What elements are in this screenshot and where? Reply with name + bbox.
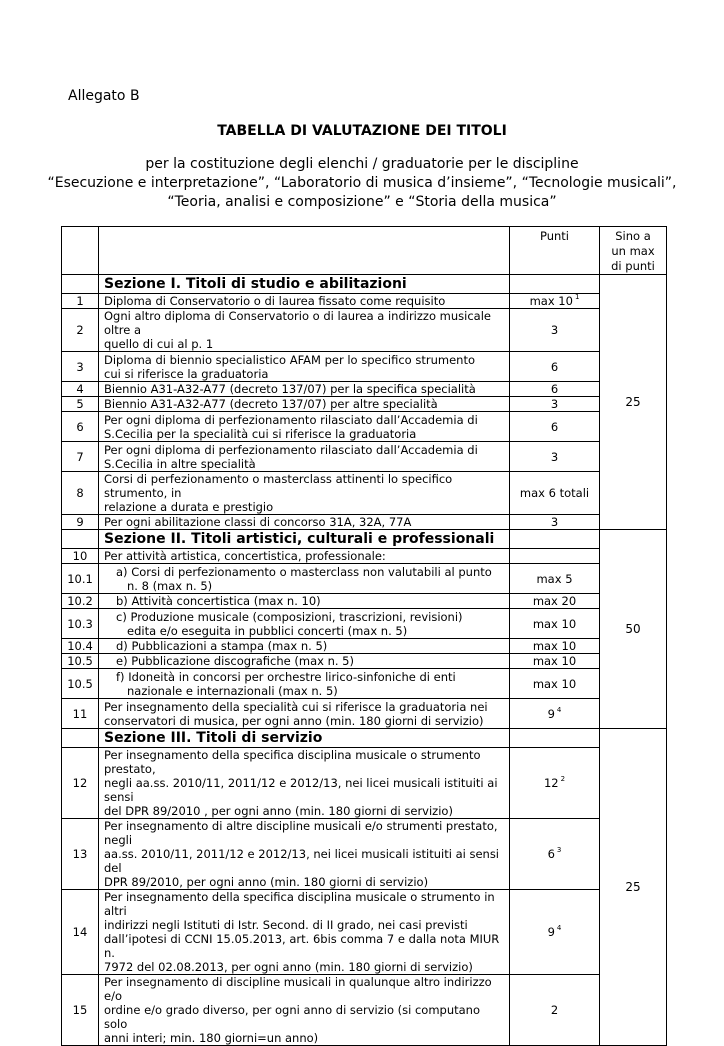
row-description-line: e) Pubblicazione discografiche (max n. 5) <box>116 654 354 668</box>
row-description-line: n. 8 (max n. 5) <box>127 578 213 593</box>
section-pts-cell <box>510 729 600 748</box>
row-description <box>99 748 510 819</box>
row-description <box>99 975 510 1046</box>
footnote-ref: 1 <box>574 293 580 301</box>
row-description-line: dall’ipotesi di CCNI 15.05.2013, art. 6bis comma 7 e dalla nota MIUR n. <box>104 932 500 960</box>
row-description <box>99 352 510 382</box>
table-row <box>62 352 667 382</box>
row-points-value: max 10 <box>532 676 577 691</box>
row-description-line: Per attività artistica, concertistica, professionale: <box>104 549 386 563</box>
row-description-line: edita e/o eseguita in pubblici concerti (max n. 5) <box>127 623 408 638</box>
table-row <box>62 594 667 609</box>
section-title: Sezione I. Titoli di studio e abilitazioni <box>99 275 510 294</box>
row-number: 6 <box>62 412 99 442</box>
row-description-line: S.Cecilia in altre specialità <box>104 456 256 471</box>
row-description-line: Per insegnamento della specialità cui si riferisce la graduatoria nei <box>104 699 488 714</box>
row-description <box>99 890 510 975</box>
row-number: 10.1 <box>62 564 99 594</box>
row-points-value: 9 <box>547 925 555 939</box>
row-points-value: 6 <box>547 847 555 861</box>
row-description-line: quello di cui al p. 1 <box>104 337 214 351</box>
row-description-line: Ogni altro diploma di Conservatorio o di laurea a indirizzo musicale oltre a <box>104 309 491 337</box>
subtitle-line: per la costituzione degli elenchi / graduatorie per le discipline <box>145 156 579 172</box>
row-description <box>99 609 510 639</box>
row-description <box>99 397 510 412</box>
footnote-ref: 4 <box>556 924 562 932</box>
row-description <box>99 819 510 890</box>
row-points <box>510 654 600 669</box>
subtitle-line: “Teoria, analisi e composizione” e “Storia della musica” <box>167 194 557 210</box>
row-points <box>510 515 600 530</box>
subtitle-line: “Esecuzione e interpretazione”, “Laboratorio di musica d’insieme”, “Tecnologie musicali”, <box>47 175 677 191</box>
row-points-value: max 5 <box>536 571 573 586</box>
table-row <box>62 549 667 564</box>
section-header-row <box>62 530 667 549</box>
row-description-line: del DPR 89/2010 , per ogni anno (min. 180 giorni di servizio) <box>104 804 453 818</box>
row-number: 11 <box>62 699 99 729</box>
row-description-line: b) Attività concertistica (max n. 10) <box>116 594 321 608</box>
row-points-value: 3 <box>550 397 559 411</box>
row-points <box>510 669 600 699</box>
row-points <box>510 472 600 515</box>
row-description <box>99 472 510 515</box>
row-points <box>510 309 600 352</box>
document-subtitle <box>0 155 724 212</box>
row-points-value: 12 <box>543 776 559 790</box>
section-title: Sezione II. Titoli artistici, culturali e professionali <box>99 530 510 549</box>
table-row <box>62 819 667 890</box>
row-points <box>510 564 600 594</box>
row-points <box>510 397 600 412</box>
row-points <box>510 819 600 890</box>
row-points-value: max 6 totali <box>519 486 590 500</box>
row-number: 14 <box>62 890 99 975</box>
row-description <box>99 412 510 442</box>
row-description-line: negli aa.ss. 2010/11, 2011/12 e 2012/13, nei licei musicali istituiti ai sensi <box>104 776 498 804</box>
header-max-line: di punti <box>611 259 655 273</box>
row-description-line: d) Pubblicazioni a stampa (max n. 5) <box>116 639 328 653</box>
row-number: 7 <box>62 442 99 472</box>
row-points-value: max 10 <box>532 639 577 653</box>
row-points <box>510 412 600 442</box>
section-max-points: 25 <box>600 729 667 1046</box>
row-description-line: S.Cecilia per la specialità cui si riferisce la graduatoria <box>104 426 417 441</box>
row-description-line: Per insegnamento di discipline musicali in qualunque altro indirizzo e/o <box>104 975 492 1003</box>
row-points-value: max 10 <box>532 616 577 631</box>
header-max-points <box>600 227 667 275</box>
row-description-line: Diploma di Conservatorio o di laurea fissato come requisito <box>104 294 446 308</box>
row-description-line: Biennio A31-A32-A77 (decreto 137/07) per altre specialità <box>104 397 438 411</box>
footnote-ref: 3 <box>556 846 562 854</box>
row-number: 5 <box>62 397 99 412</box>
row-number: 10 <box>62 549 99 564</box>
row-points <box>510 382 600 397</box>
table-row <box>62 669 667 699</box>
row-number: 3 <box>62 352 99 382</box>
row-points <box>510 294 600 309</box>
footnote-ref: 2 <box>560 775 566 783</box>
row-description <box>99 309 510 352</box>
evaluation-table <box>61 226 667 1046</box>
row-points-value: 3 <box>550 449 559 464</box>
row-description <box>99 699 510 729</box>
row-description-line: Corsi di perfezionamento o masterclass attinenti lo specifico strumento, in <box>104 472 453 500</box>
row-description-line: DPR 89/2010, per ogni anno (min. 180 giorni di servizio) <box>104 875 429 889</box>
row-description-line: c) Produzione musicale (composizioni, trascrizioni, revisioni) <box>116 609 463 624</box>
row-number: 10.5 <box>62 654 99 669</box>
table-row <box>62 890 667 975</box>
header-desc-cell <box>99 227 510 275</box>
row-description-line: f) Idoneità in concorsi per orchestre lirico-sinfoniche di enti <box>116 669 456 684</box>
row-number: 10.2 <box>62 594 99 609</box>
row-description-line: indirizzi negli Istituti di Istr. Second. di II grado, nei casi previsti <box>104 918 468 932</box>
table-row <box>62 639 667 654</box>
row-number: 10.3 <box>62 609 99 639</box>
table-row <box>62 442 667 472</box>
table-row <box>62 472 667 515</box>
table-header-row <box>62 227 667 275</box>
row-description <box>99 382 510 397</box>
annex-label: Allegato B <box>68 88 140 104</box>
row-points <box>510 639 600 654</box>
table-row <box>62 309 667 352</box>
section-num-cell <box>62 275 99 294</box>
row-description-line: nazionale e internazionali (max n. 5) <box>127 683 338 698</box>
header-max-line: Sino a <box>615 229 651 243</box>
row-number: 13 <box>62 819 99 890</box>
row-number: 10.4 <box>62 639 99 654</box>
section-num-cell <box>62 729 99 748</box>
row-number: 4 <box>62 382 99 397</box>
row-description-line: Per insegnamento della specifica disciplina musicale o strumento in altri <box>104 890 495 918</box>
row-description-line: Diploma di biennio specialistico AFAM per lo specifico strumento <box>104 352 475 367</box>
table-row <box>62 397 667 412</box>
section-num-cell <box>62 530 99 549</box>
row-number: 10.5 <box>62 669 99 699</box>
row-description-line: Per ogni diploma di perfezionamento rilasciato dall’Accademia di <box>104 442 478 457</box>
row-points-value: 3 <box>550 323 559 337</box>
footnote-ref: 4 <box>556 705 562 714</box>
row-points <box>510 594 600 609</box>
row-points-value: 6 <box>550 419 559 434</box>
row-points-value: 2 <box>550 1003 559 1017</box>
row-description-line: aa.ss. 2010/11, 2011/12 e 2012/13, nei licei musicali istituiti ai sensi del <box>104 847 500 875</box>
row-description-line: a) Corsi di perfezionamento o masterclass non valutabili al punto <box>116 564 492 579</box>
row-points-value: 6 <box>550 359 559 374</box>
row-points <box>510 352 600 382</box>
table-row <box>62 748 667 819</box>
section-max-points: 25 <box>600 275 667 530</box>
evaluation-table-body <box>62 227 667 1046</box>
row-description-line: cui si riferisce la graduatoria <box>104 366 269 381</box>
row-description <box>99 669 510 699</box>
table-row <box>62 699 667 729</box>
row-description <box>99 549 510 564</box>
row-points <box>510 549 600 564</box>
section-header-row <box>62 275 667 294</box>
table-row <box>62 382 667 397</box>
row-description-line: Per insegnamento di altre discipline musicali e/o strumenti prestato, negli <box>104 819 498 847</box>
row-description-line: Per ogni diploma di perfezionamento rilasciato dall’Accademia di <box>104 412 478 427</box>
row-points <box>510 442 600 472</box>
row-points-value: 6 <box>550 382 559 396</box>
row-number: 2 <box>62 309 99 352</box>
row-description-line: Per ogni abilitazione classi di concorso 31A, 32A, 77A <box>104 515 412 529</box>
row-points <box>510 748 600 819</box>
section-header-row <box>62 729 667 748</box>
table-row <box>62 654 667 669</box>
row-number: 1 <box>62 294 99 309</box>
row-description <box>99 654 510 669</box>
section-pts-cell <box>510 530 600 549</box>
table-row <box>62 564 667 594</box>
row-points <box>510 699 600 729</box>
header-num-cell <box>62 227 99 275</box>
row-description <box>99 515 510 530</box>
row-number: 15 <box>62 975 99 1046</box>
row-points <box>510 975 600 1046</box>
section-max-points: 50 <box>600 530 667 729</box>
row-description <box>99 294 510 309</box>
row-description-line: anni interi; min. 180 giorni=un anno) <box>104 1031 319 1045</box>
table-row <box>62 294 667 309</box>
row-description <box>99 594 510 609</box>
table-row <box>62 515 667 530</box>
row-points-value: max 10 <box>529 294 573 308</box>
row-points-value: 9 <box>547 706 555 721</box>
row-description-line: 7972 del 02.08.2013, per ogni anno (min. 180 giorni di servizio) <box>104 960 473 974</box>
row-points-value: max 10 <box>532 654 577 668</box>
row-description <box>99 442 510 472</box>
section-pts-cell <box>510 275 600 294</box>
row-description-line: Biennio A31-A32-A77 (decreto 137/07) per la specifica specialità <box>104 382 476 396</box>
row-number: 9 <box>62 515 99 530</box>
header-punti: Punti <box>510 227 600 275</box>
row-description <box>99 639 510 654</box>
row-points <box>510 890 600 975</box>
row-description-line: ordine e/o grado diverso, per ogni anno di servizio (si computano solo <box>104 1003 481 1031</box>
row-description-line: conservatori di musica, per ogni anno (min. 180 giorni di servizio) <box>104 713 484 728</box>
row-description-line: Per insegnamento della specifica disciplina musicale o strumento prestato, <box>104 748 481 776</box>
row-number: 8 <box>62 472 99 515</box>
row-points-value: 3 <box>550 515 559 529</box>
table-row <box>62 609 667 639</box>
row-description <box>99 564 510 594</box>
row-description-line: relazione a durata e prestigio <box>104 500 274 514</box>
document-title: TABELLA DI VALUTAZIONE DEI TITOLI <box>217 123 507 139</box>
table-row <box>62 412 667 442</box>
table-row <box>62 975 667 1046</box>
section-title: Sezione III. Titoli di servizio <box>99 729 510 748</box>
row-points <box>510 609 600 639</box>
row-number: 12 <box>62 748 99 819</box>
row-points-value: max 20 <box>532 594 577 608</box>
header-max-line: un max <box>611 244 655 258</box>
